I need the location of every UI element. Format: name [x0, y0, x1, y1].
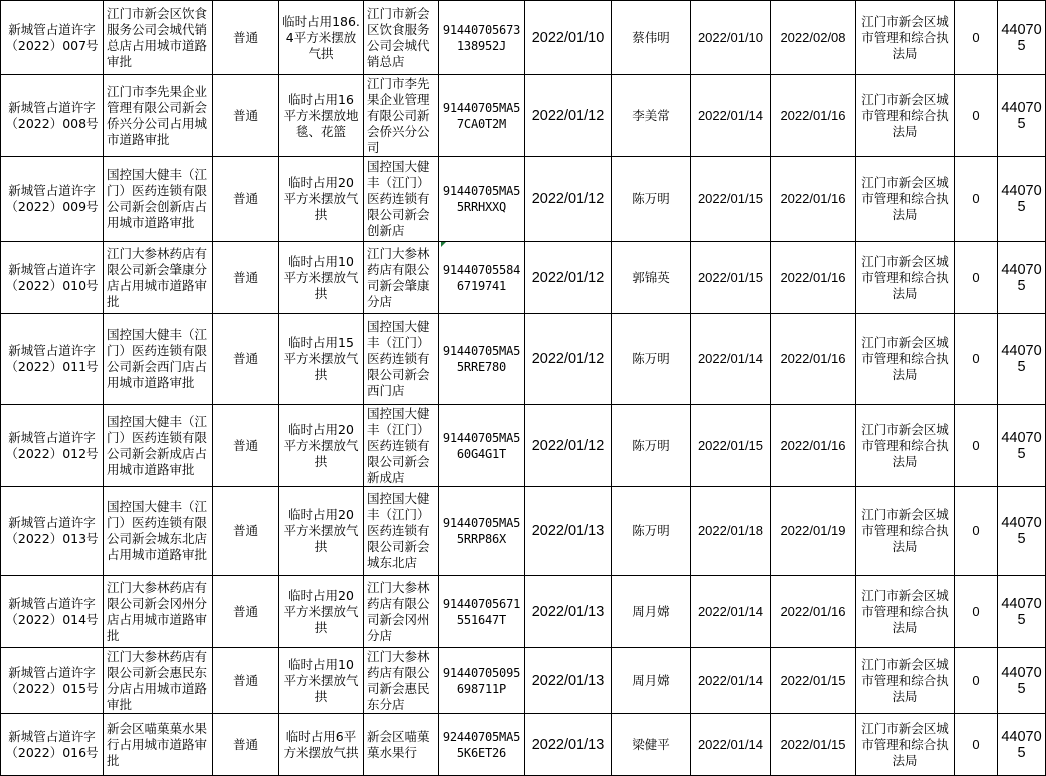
applicant-cell[interactable]: 江门市李先果企业管理有限公司新会侨兴分公司 [364, 75, 439, 157]
valid-to-cell[interactable]: 2022/01/16 [771, 405, 856, 487]
decision-date-cell[interactable]: 2022/01/13 [525, 576, 612, 648]
legal-representative-cell[interactable]: 陈万明 [612, 487, 691, 576]
status-code-cell[interactable]: 0 [955, 75, 998, 157]
valid-to-cell[interactable]: 2022/01/15 [771, 714, 856, 776]
authority-cell[interactable]: 江门市新会区城市管理和综合执法局 [856, 1, 955, 75]
permit-number-cell[interactable]: 新城管占道许字（2022）012号 [1, 405, 104, 487]
legal-representative-cell[interactable]: 周月嫦 [612, 648, 691, 714]
table-body [1, 1, 1046, 776]
permit-type-cell[interactable]: 普通 [213, 576, 279, 648]
credit-code-cell[interactable]: 92440705MA55K6ET26 [439, 714, 525, 776]
credit-code-cell[interactable]: 91440705MA55RRE780 [439, 314, 525, 405]
table-row [1, 714, 1046, 776]
permit-number-cell[interactable]: 新城管占道许字（2022）010号 [1, 242, 104, 314]
permit-content-cell[interactable]: 临时占用15平方米摆放气拱 [279, 314, 364, 405]
legal-representative-cell[interactable]: 蔡伟明 [612, 1, 691, 75]
legal-representative-cell[interactable]: 郭锦英 [612, 242, 691, 314]
permit-number-cell[interactable]: 新城管占道许字（2022）011号 [1, 314, 104, 405]
area-code-cell[interactable]: 440705 [998, 75, 1046, 157]
credit-code-cell[interactable]: 91440705MA55RRP86X [439, 487, 525, 576]
authority-cell[interactable]: 江门市新会区城市管理和综合执法局 [856, 75, 955, 157]
applicant-cell[interactable]: 国控国大健丰（江门）医药连锁有限公司新会城东北店 [364, 487, 439, 576]
valid-from-cell[interactable]: 2022/01/18 [691, 487, 771, 576]
decision-date-cell[interactable]: 2022/01/12 [525, 75, 612, 157]
project-name-cell[interactable]: 江门市新会区饮食服务公司会城代销总店占用城市道路审批 [104, 1, 213, 75]
area-code-cell[interactable]: 440705 [998, 648, 1046, 714]
credit-code-cell[interactable]: 91440705MA57CA0T2M [439, 75, 525, 157]
valid-from-cell[interactable]: 2022/01/15 [691, 242, 771, 314]
status-code-cell[interactable]: 0 [955, 648, 998, 714]
permit-content-cell[interactable]: 临时占用20平方米摆放气拱 [279, 576, 364, 648]
valid-from-cell[interactable]: 2022/01/14 [691, 576, 771, 648]
permit-number-cell[interactable]: 新城管占道许字（2022）016号 [1, 714, 104, 776]
permit-type-cell[interactable]: 普通 [213, 242, 279, 314]
decision-date-cell[interactable]: 2022/01/10 [525, 1, 612, 75]
authority-cell[interactable]: 江门市新会区城市管理和综合执法局 [856, 714, 955, 776]
valid-to-cell[interactable]: 2022/01/16 [771, 576, 856, 648]
permit-number-cell[interactable]: 新城管占道许字（2022）007号 [1, 1, 104, 75]
permit-content-cell[interactable]: 临时占用6平方米摆放气拱 [279, 714, 364, 776]
project-name-cell[interactable]: 江门大参林药店有限公司新会冈州分店占用城市道路审批 [104, 576, 213, 648]
legal-representative-cell[interactable]: 李美常 [612, 75, 691, 157]
decision-date-cell[interactable]: 2022/01/13 [525, 648, 612, 714]
permit-content-cell[interactable]: 临时占用20平方米摆放气拱 [279, 157, 364, 242]
status-code-cell[interactable]: 0 [955, 157, 998, 242]
area-code-cell[interactable]: 440705 [998, 487, 1046, 576]
valid-to-cell[interactable]: 2022/01/19 [771, 487, 856, 576]
valid-from-cell[interactable]: 2022/01/14 [691, 314, 771, 405]
credit-code-cell[interactable]: 91440705MA560G4G1T [439, 405, 525, 487]
decision-date-cell[interactable]: 2022/01/13 [525, 487, 612, 576]
applicant-cell[interactable]: 国控国大健丰（江门）医药连锁有限公司新会创新店 [364, 157, 439, 242]
permit-content-cell[interactable]: 临时占用186.4平方米摆放气拱 [279, 1, 364, 75]
decision-date-cell[interactable]: 2022/01/12 [525, 157, 612, 242]
status-code-cell[interactable]: 0 [955, 314, 998, 405]
decision-date-cell[interactable]: 2022/01/12 [525, 405, 612, 487]
permit-number-cell[interactable]: 新城管占道许字（2022）013号 [1, 487, 104, 576]
table-row [1, 75, 1046, 157]
table-row [1, 405, 1046, 487]
status-code-cell[interactable]: 0 [955, 242, 998, 314]
valid-to-cell[interactable]: 2022/01/16 [771, 157, 856, 242]
credit-code-cell[interactable]: 91440705671551647T [439, 576, 525, 648]
permit-content-cell[interactable]: 临时占用20平方米摆放气拱 [279, 405, 364, 487]
valid-to-cell[interactable]: 2022/01/16 [771, 242, 856, 314]
project-name-cell[interactable]: 江门大参林药店有限公司新会惠民东分店占用城市道路审批 [104, 648, 213, 714]
permit-content-cell[interactable]: 临时占用10平方米摆放气拱 [279, 648, 364, 714]
legal-representative-cell[interactable]: 陈万明 [612, 314, 691, 405]
project-name-cell[interactable]: 国控国大健丰（江门）医药连锁有限公司新会创新店占用城市道路审批 [104, 157, 213, 242]
valid-to-cell[interactable]: 2022/01/16 [771, 314, 856, 405]
valid-from-cell[interactable]: 2022/01/15 [691, 157, 771, 242]
applicant-cell[interactable]: 江门大参林药店有限公司新会惠民东分店 [364, 648, 439, 714]
area-code-cell[interactable]: 440705 [998, 242, 1046, 314]
table-row [1, 157, 1046, 242]
valid-from-cell[interactable]: 2022/01/15 [691, 405, 771, 487]
permit-type-cell[interactable]: 普通 [213, 487, 279, 576]
legal-representative-cell[interactable]: 陈万明 [612, 405, 691, 487]
permit-number-cell[interactable]: 新城管占道许字（2022）008号 [1, 75, 104, 157]
table-row [1, 576, 1046, 648]
credit-code-cell[interactable]: 914407055846719741 [439, 242, 525, 314]
valid-from-cell[interactable]: 2022/01/14 [691, 714, 771, 776]
applicant-cell[interactable]: 江门市新会区饮食服务公司会城代销总店 [364, 1, 439, 75]
status-code-cell[interactable]: 0 [955, 405, 998, 487]
authority-cell[interactable]: 江门市新会区城市管理和综合执法局 [856, 242, 955, 314]
area-code-cell[interactable]: 440705 [998, 157, 1046, 242]
permit-type-cell[interactable]: 普通 [213, 314, 279, 405]
permit-type-cell[interactable]: 普通 [213, 75, 279, 157]
authority-cell[interactable]: 江门市新会区城市管理和综合执法局 [856, 405, 955, 487]
project-name-cell[interactable]: 江门大参林药店有限公司新会肇康分店占用城市道路审批 [104, 242, 213, 314]
applicant-cell[interactable]: 江门大参林药店有限公司新会冈州分店 [364, 576, 439, 648]
applicant-cell[interactable]: 国控国大健丰（江门）医药连锁有限公司新会新成店 [364, 405, 439, 487]
valid-from-cell[interactable]: 2022/01/14 [691, 648, 771, 714]
cell-comment-marker [441, 242, 446, 247]
area-code-cell[interactable]: 440705 [998, 714, 1046, 776]
credit-code-cell[interactable]: 91440705673138952J [439, 1, 525, 75]
table-row [1, 314, 1046, 405]
project-name-cell[interactable]: 新会区喵菓菓水果行占用城市道路审批 [104, 714, 213, 776]
area-code-cell[interactable]: 440705 [998, 314, 1046, 405]
permit-type-cell[interactable]: 普通 [213, 714, 279, 776]
valid-to-cell[interactable]: 2022/02/08 [771, 1, 856, 75]
authority-cell[interactable]: 江门市新会区城市管理和综合执法局 [856, 157, 955, 242]
permit-content-cell[interactable]: 临时占用20平方米摆放气拱 [279, 487, 364, 576]
authority-cell[interactable]: 江门市新会区城市管理和综合执法局 [856, 487, 955, 576]
applicant-cell[interactable]: 新会区喵菓菓水果行 [364, 714, 439, 776]
project-name-cell[interactable]: 国控国大健丰（江门）医药连锁有限公司新会城东北店占用城市道路审批 [104, 487, 213, 576]
authority-cell[interactable]: 江门市新会区城市管理和综合执法局 [856, 648, 955, 714]
area-code-cell[interactable]: 440705 [998, 405, 1046, 487]
status-code-cell[interactable]: 0 [955, 1, 998, 75]
credit-code-cell[interactable]: 91440705MA55RRHXXQ [439, 157, 525, 242]
status-code-cell[interactable]: 0 [955, 487, 998, 576]
permit-number-cell[interactable]: 新城管占道许字（2022）015号 [1, 648, 104, 714]
project-name-cell[interactable]: 国控国大健丰（江门）医药连锁有限公司新会新成店占用城市道路审批 [104, 405, 213, 487]
table-row [1, 1, 1046, 75]
table-row [1, 487, 1046, 576]
decision-date-cell[interactable]: 2022/01/12 [525, 314, 612, 405]
table-row [1, 242, 1046, 314]
legal-representative-cell[interactable]: 陈万明 [612, 157, 691, 242]
permit-type-cell[interactable]: 普通 [213, 405, 279, 487]
valid-from-cell[interactable]: 2022/01/14 [691, 75, 771, 157]
project-name-cell[interactable]: 江门市李先果企业管理有限公司新会侨兴分公司占用城市道路审批 [104, 75, 213, 157]
table-row [1, 648, 1046, 714]
permit-number-cell[interactable]: 新城管占道许字（2022）009号 [1, 157, 104, 242]
credit-code-cell[interactable]: 91440705095698711P [439, 648, 525, 714]
area-code-cell[interactable]: 440705 [998, 1, 1046, 75]
permit-type-cell[interactable]: 普通 [213, 1, 279, 75]
area-code-cell[interactable]: 440705 [998, 576, 1046, 648]
decision-date-cell[interactable]: 2022/01/13 [525, 714, 612, 776]
permit-number-cell[interactable]: 新城管占道许字（2022）014号 [1, 576, 104, 648]
valid-to-cell[interactable]: 2022/01/16 [771, 75, 856, 157]
valid-to-cell[interactable]: 2022/01/15 [771, 648, 856, 714]
status-code-cell[interactable]: 0 [955, 714, 998, 776]
authority-cell[interactable]: 江门市新会区城市管理和综合执法局 [856, 576, 955, 648]
decision-date-cell[interactable]: 2022/01/12 [525, 242, 612, 314]
legal-representative-cell[interactable]: 周月嫦 [612, 576, 691, 648]
status-code-cell[interactable]: 0 [955, 576, 998, 648]
applicant-cell[interactable]: 江门大参林药店有限公司新会肇康分店 [364, 242, 439, 314]
permit-type-cell[interactable]: 普通 [213, 648, 279, 714]
legal-representative-cell[interactable]: 梁健平 [612, 714, 691, 776]
project-name-cell[interactable]: 国控国大健丰（江门）医药连锁有限公司新会西门店占用城市道路审批 [104, 314, 213, 405]
permit-type-cell[interactable]: 普通 [213, 157, 279, 242]
authority-cell[interactable]: 江门市新会区城市管理和综合执法局 [856, 314, 955, 405]
applicant-cell[interactable]: 国控国大健丰（江门）医药连锁有限公司新会西门店 [364, 314, 439, 405]
permit-content-cell[interactable]: 临时占用16平方米摆放地毯、花篮 [279, 75, 364, 157]
valid-from-cell[interactable]: 2022/01/10 [691, 1, 771, 75]
permit-content-cell[interactable]: 临时占用10平方米摆放气拱 [279, 242, 364, 314]
